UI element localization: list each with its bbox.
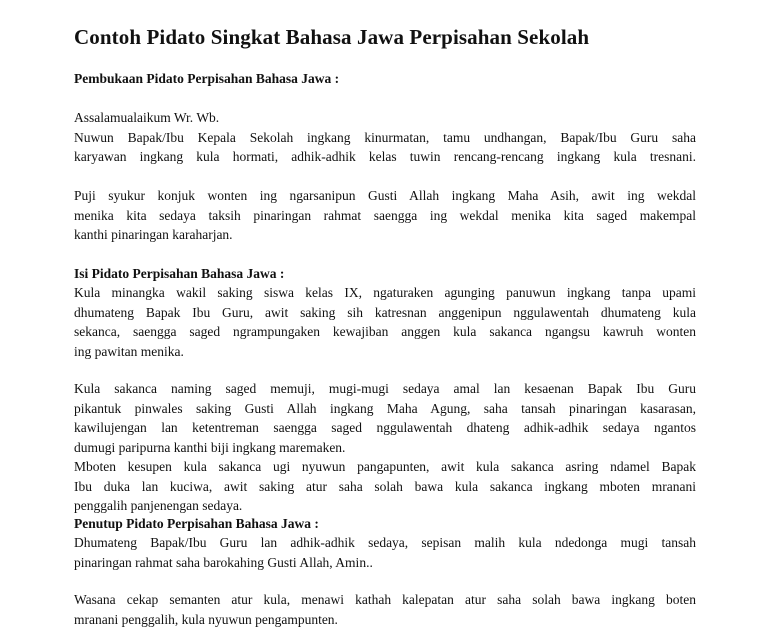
text-line: pinaringan rahmat saha barokahing Gusti Allah, Amin.. (74, 554, 373, 570)
text-line: dhumateng Bapak Ibu Guru, awit saking sih katresnan anggenipun nggulawentah dhumateng kula (74, 304, 696, 320)
paragraph-apology (74, 457, 696, 516)
text-line: Assalamualaikum Wr. Wb. (74, 110, 220, 125)
text-line: sekanca, saengga saged ngrampungaken kewajiban anggen kula sakanca ngangsu kawruh wonten (74, 324, 696, 340)
text-line: menika kita sedaya taksih pinaringan rahmat saengga ing wekdal menika kita saged makempal (74, 207, 696, 223)
text-line: mranani penggalih, kula nyuwun pengampunten. (74, 611, 338, 627)
text-line: kawilujengan lan ketentreman saengga saged nggulawentah dhateng adhik-adhik sedaya ngantos (74, 420, 696, 436)
section-heading-content: Isi Pidato Perpisahan Bahasa Jawa : (74, 266, 285, 281)
paragraph-greeting (74, 108, 696, 167)
text-line: ing pawitan menika. (74, 343, 184, 359)
text-line: Kula minangka wakil saking siswa kelas IX, ngaturaken agunging panuwun ingkang tanpa upami (74, 285, 696, 300)
text-line: Kula sakanca naming saged memuji, mugi-mugi sedaya amal lan kesaenan Bapak Ibu Guru (74, 381, 696, 396)
text-line: pikantuk pinwales saking Gusti Allah ingkang Maha Agung, saha tansah pinaringan kasarasan, (74, 400, 696, 416)
text-line: penggalih panjenengan sedaya. (74, 498, 243, 514)
paragraph-gratitude (74, 186, 696, 245)
paragraph-blessing (74, 533, 696, 572)
text-line: Mboten kesupen kula sakanca ugi nyuwun pangapunten, awit kula sakanca asring ndamel Bapak (74, 459, 696, 474)
text-line: kanthi pinaringan karaharjan. (74, 227, 233, 243)
section-heading-opening: Pembukaan Pidato Perpisahan Bahasa Jawa : (74, 71, 340, 86)
document-title: Contoh Pidato Singkat Bahasa Jawa Perpisahan Sekolah (74, 25, 590, 49)
text-line: Wasana cekap semanten atur kula, menawi kathah kalepatan atur saha solah bawa ingkang boten (74, 592, 696, 607)
paragraph-thanks (74, 283, 696, 361)
text-line: Ibu duka lan kuciwa, awit saking atur saha solah bawa kula sakanca ingkang mboten mranani (74, 478, 696, 494)
text-line: Dhumateng Bapak/Ibu Guru lan adhik-adhik sedaya, sepisan malih kula ndedonga mugi tansah (74, 535, 696, 550)
section-heading-closing: Penutup Pidato Perpisahan Bahasa Jawa : (74, 516, 319, 531)
paragraph-farewell (74, 590, 696, 629)
text-line: karyawan ingkang kula hormati, adhik-adhik kelas tuwin rencang-rencang ingkang kula tresnani. (74, 149, 696, 165)
text-line: dumugi paripurna kanthi biji ingkang maremaken. (74, 439, 346, 455)
paragraph-prayer (74, 379, 696, 457)
text-line: Puji syukur konjuk wonten ing ngarsanipun Gusti Allah ingkang Maha Asih, awit ing wekdal (74, 188, 696, 203)
text-line: Nuwun Bapak/Ibu Kepala Sekolah ingkang kinurmatan, tamu undhangan, Bapak/Ibu Guru saha (74, 129, 696, 145)
